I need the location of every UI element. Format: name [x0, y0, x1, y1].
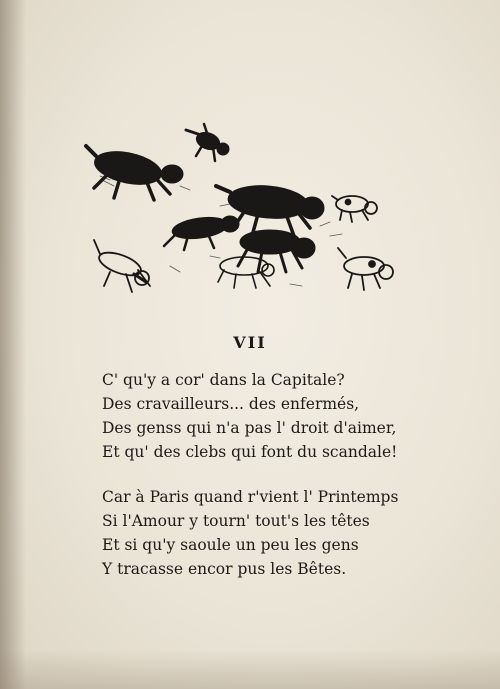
dogs-illustration — [80, 116, 410, 304]
verse-line: Si l'Amour y tourn' tout's les têtes — [102, 512, 370, 530]
dog-white-bottom-left — [94, 240, 150, 292]
verse-line: Des genss qui n'a pas l' droit d'aimer, — [102, 419, 397, 437]
verse-line: C' qu'y a cor' dans la Capitale? — [102, 371, 345, 389]
chapter-number: VII — [233, 333, 267, 352]
verse-line: Et qu' des clebs qui font du scandale! — [102, 443, 398, 461]
stanza-2 — [102, 485, 398, 581]
dog-grey-bottom — [218, 257, 274, 288]
dog-white-bottom-right — [338, 248, 393, 290]
dog-small-right — [332, 196, 377, 222]
dog-large-left — [86, 146, 183, 200]
dog-pack-middle — [164, 214, 315, 272]
stanza-1 — [102, 368, 397, 464]
verse-line: Y tracasse encor pus les Bêtes. — [102, 560, 347, 578]
dog-small-top — [186, 124, 229, 161]
bottom-shadow — [0, 649, 500, 689]
verse-line: Et si qu'y saoule un peu les gens — [102, 536, 359, 554]
verse-line: Des cravailleurs... des enfermés, — [102, 395, 360, 413]
verse-line: Car à Paris quand r'vient l' Printemps — [102, 488, 399, 506]
